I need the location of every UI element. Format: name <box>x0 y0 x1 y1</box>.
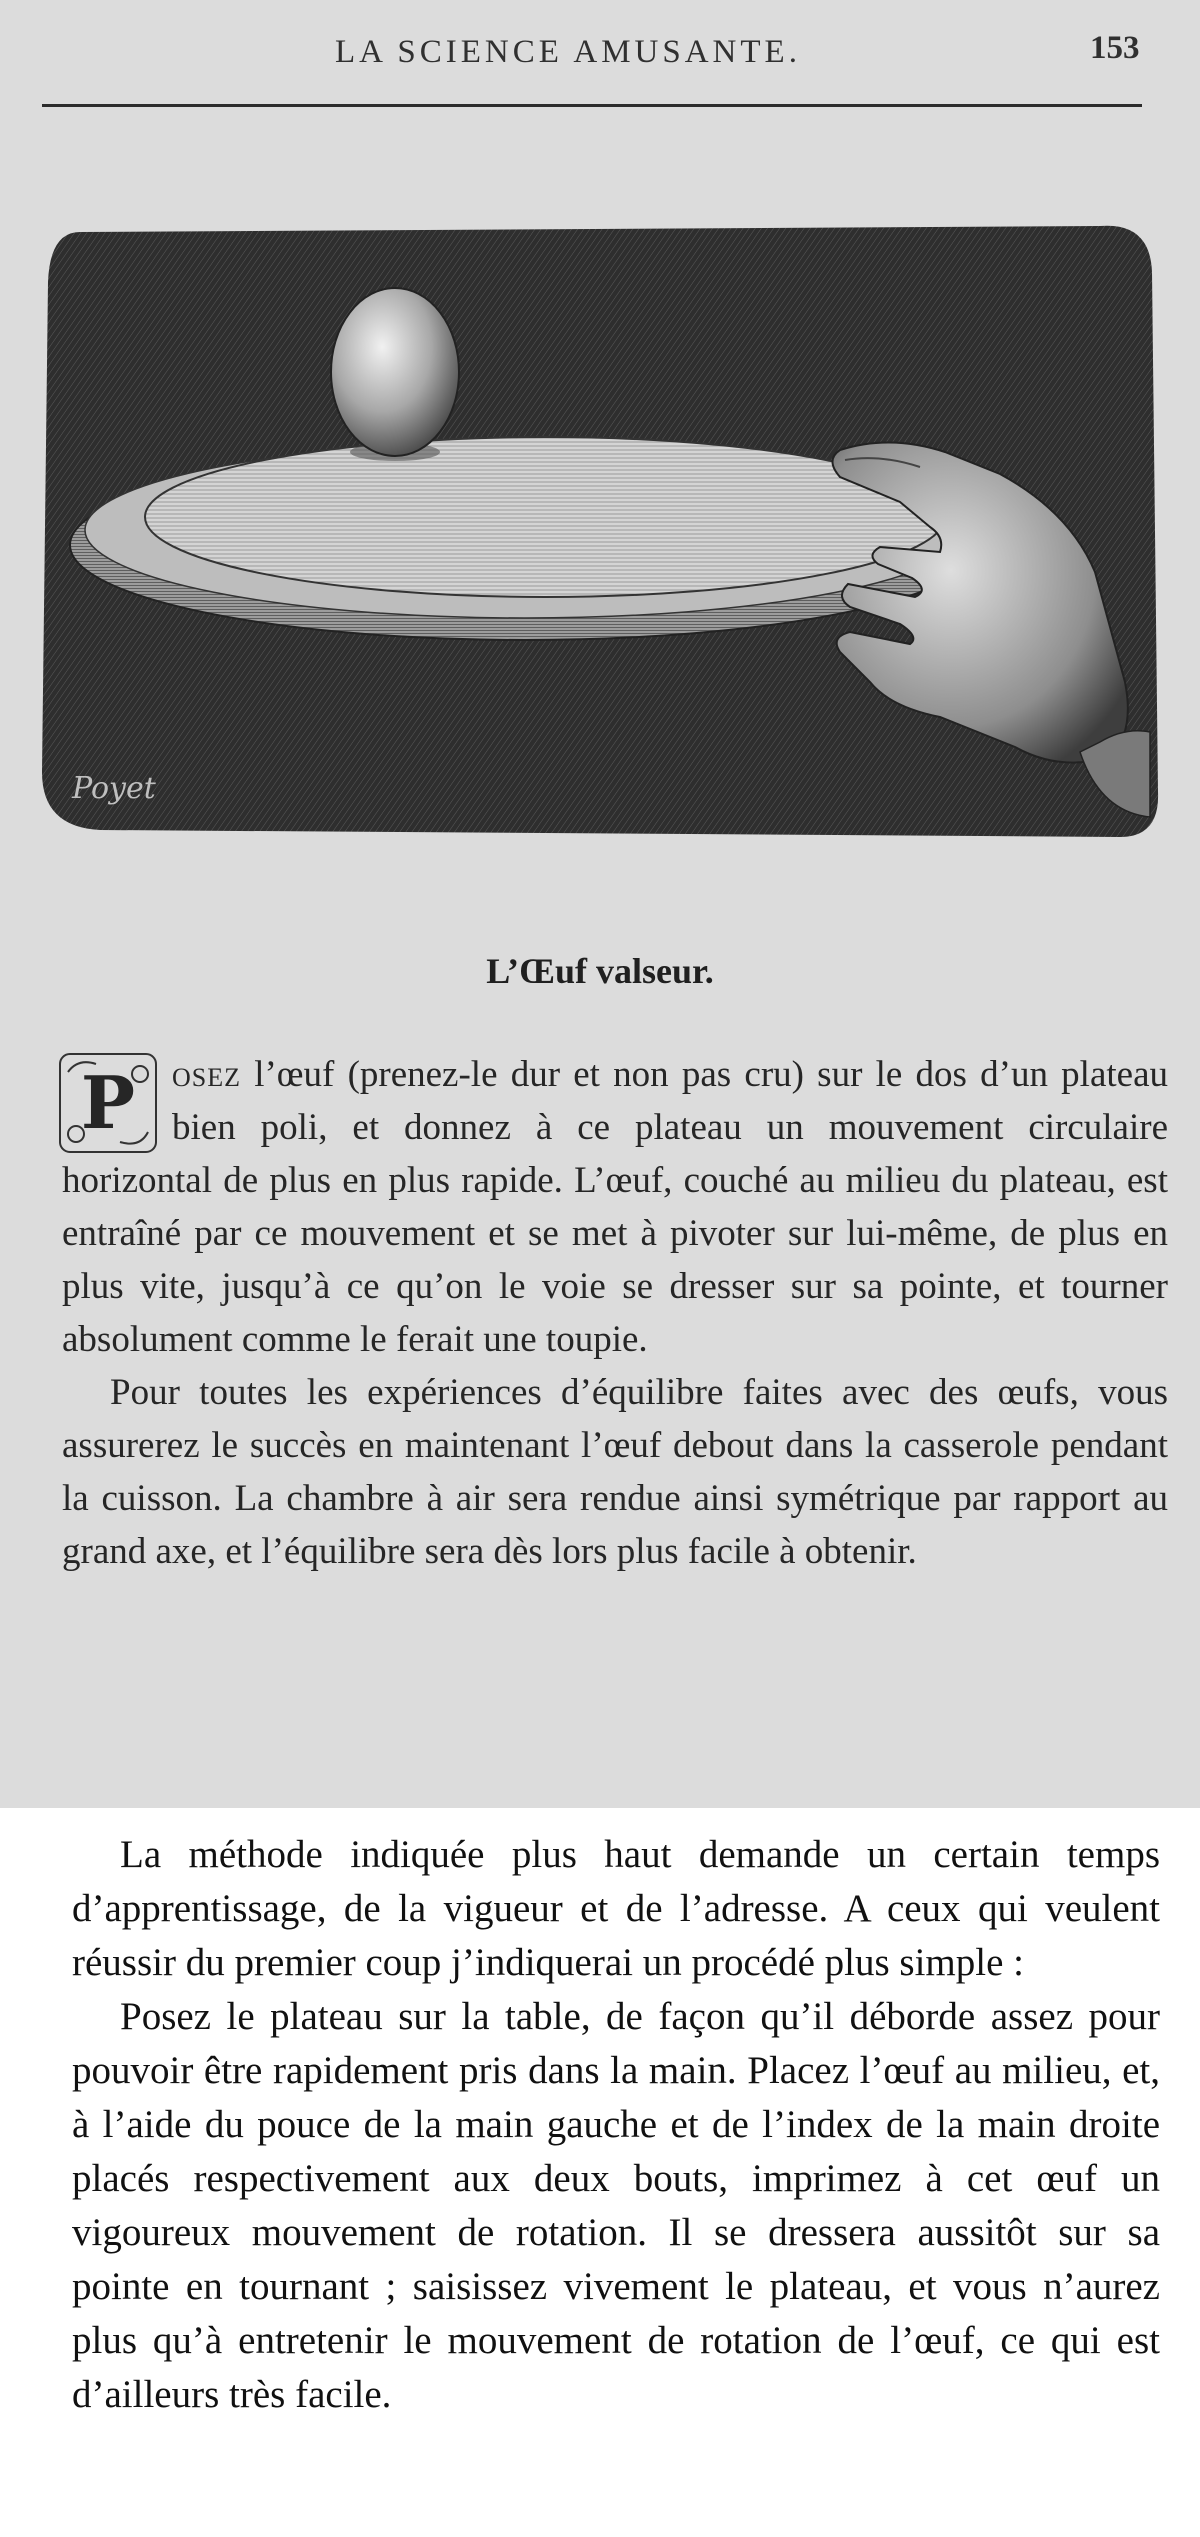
continuation-text <box>72 1828 1160 2422</box>
running-header <box>0 28 1200 78</box>
continuation-paragraph-1: La méthode indiquée plus haut demande un certain temps d’apprentissage, de la vigueur et de l’adresse. A ceux qui veulent réussir du premier coup j’indiquerai un procédé plus simple : <box>72 1833 1160 1984</box>
running-title: LA SCIENCE AMUSANTE. <box>335 34 801 70</box>
continuation-paragraph-2: Posez le plateau sur la table, de façon qu’il déborde assez pour pouvoir être rapidement pris dans la main. Placez l’œuf au milieu, et, à l’aide du pouce de la main gauche et de l’index de la main droite placés respectivement aux deux bouts, imprimez à cet œuf un vigoureux mouvement de rotation. Il se dressera aussitôt sur sa pointe en tournant ; saisissez vivement le plateau, et vous n’aurez plus qu’à entretenir le mouvement de rotation de l’œuf, ce qui est d’ailleurs très facile. <box>72 1995 1160 2416</box>
engraver-signature: Poyet <box>72 771 156 806</box>
body-paragraph-1 <box>62 1048 1168 1366</box>
plate-surface <box>145 437 945 597</box>
egg <box>331 288 459 456</box>
dropcap-lead-word: osez <box>172 1054 241 1095</box>
page-number: 153 <box>1090 30 1140 66</box>
figure-caption: L’Œuf valseur. <box>486 951 714 991</box>
dropcap-letter: P <box>80 1060 136 1145</box>
ornate-dropcap <box>58 1052 158 1154</box>
page-body <box>62 1048 1168 1578</box>
egg-plate-engraving <box>40 212 1165 842</box>
body-paragraph-2: Pour toutes les expériences d’équilibre faites avec des œufs, vous assurerez le succès en maintenant l’œuf debout dans la casserole pendant la cuisson. La chambre à air sera rendue ainsi symétrique par rapport au grand axe, et l’équilibre sera dès lors plus facile à obtenir. <box>62 1372 1168 1572</box>
paragraph-1-text: l’œuf (prenez-le dur et non pas cru) sur le dos d’un plateau bien poli, et donnez à ce plateau un mouvement circulaire horizontal de plus en plus rapide. L’œuf, couché au milieu du plateau, est entraîné par ce mouvement et se met à pivoter sur lui-même, de plus en plus vite, jusqu’à ce qu’on le voie se dresser sur sa pointe, et tourner absolument comme le ferait une toupie. <box>62 1054 1168 1360</box>
header-rule <box>42 104 1142 107</box>
